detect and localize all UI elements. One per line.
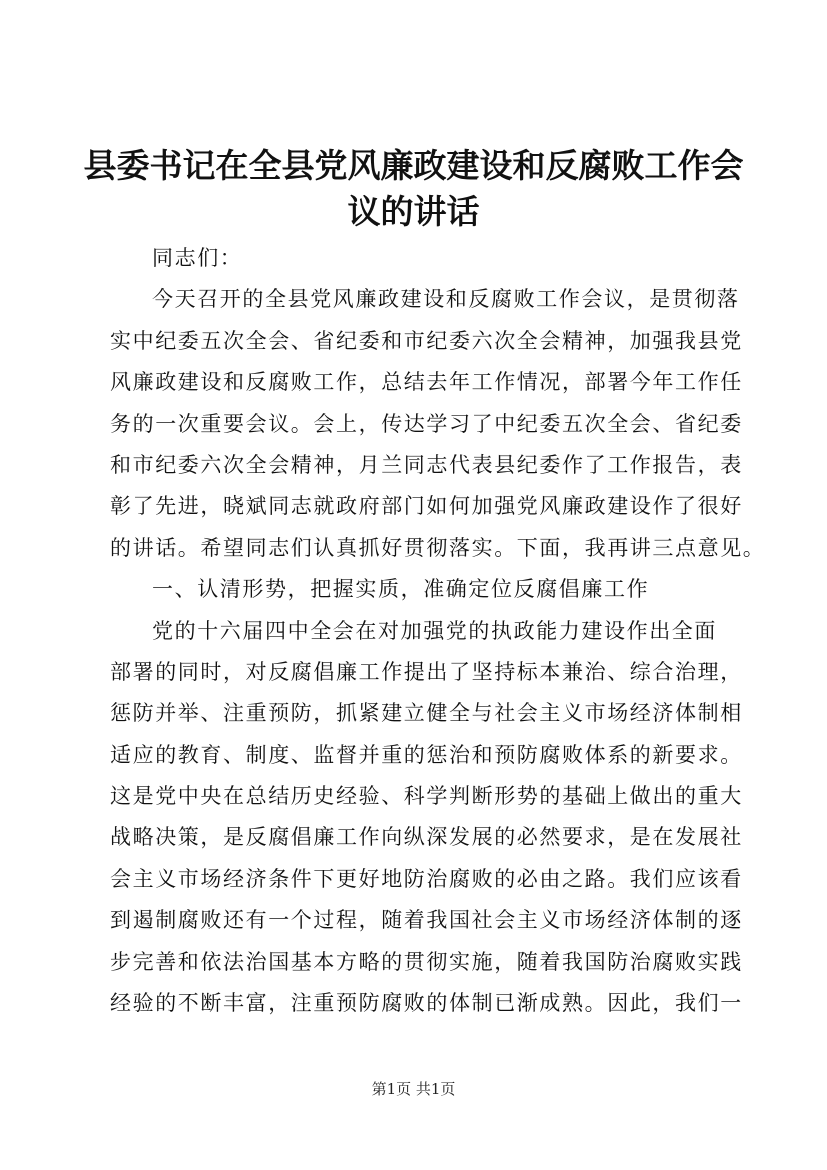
body-line: 风廉政建设和反腐败工作，总结去年工作情况，部署今年工作任 (110, 370, 743, 395)
document-title (60, 143, 767, 235)
body-line: 到遏制腐败还有一个过程，随着我国社会主义市场经济体制的逐 (110, 908, 743, 933)
title-line-2: 议的讲话 (347, 192, 480, 231)
body-line: 步完善和依法治国基本方略的贯彻实施，随着我国防治腐败实践 (110, 949, 743, 974)
body-line: 党的十六届四中全会在对加强党的执政能力建设作出全面 (152, 618, 717, 643)
body-line: 战略决策，是反腐倡廉工作向纵深发展的必然要求，是在发展社 (110, 825, 743, 850)
section-heading: 一、认清形势，把握实质，准确定位反腐倡廉工作 (152, 577, 650, 602)
body-line: 和市纪委六次全会精神，月兰同志代表县纪委作了工作报告，表 (110, 452, 743, 477)
document-body (110, 238, 766, 1024)
body-line: 今天召开的全县党风廉政建设和反腐败工作会议，是贯彻落 (152, 287, 740, 312)
body-line: 这是党中央在总结历史经验、科学判断形势的基础上做出的重大 (110, 784, 743, 809)
body-line: 经验的不断丰富，注重预防腐败的体制已渐成熟。因此，我们一 (110, 991, 743, 1016)
body-line: 实中纪委五次全会、省纪委和市纪委六次全会精神，加强我县党 (110, 328, 743, 353)
body-line: 务的一次重要会议。会上，传达学习了中纪委五次全会、省纪委 (110, 411, 743, 436)
body-line: 彰了先进，晓斌同志就政府部门如何加强党风廉政建设作了很好 (110, 494, 743, 519)
body-line: 惩防并举、注重预防，抓紧建立健全与社会主义市场经济体制相 (110, 701, 743, 726)
title-line-1: 县委书记在全县党风廉政建设和反腐败工作会 (83, 146, 744, 185)
page-footer: 第1页 共1页 (371, 1080, 456, 1098)
body-line: 适应的教育、制度、监督并重的惩治和预防腐败体系的新要求。 (110, 742, 743, 767)
salutation: 同志们： (152, 246, 243, 270)
body-line: 部署的同时，对反腐倡廉工作提出了坚持标本兼治、综合治理， (110, 659, 743, 684)
body-line: 会主义市场经济条件下更好地防治腐败的必由之路。我们应该看 (110, 866, 743, 891)
body-line: 的讲话。希望同志们认真抓好贯彻落实。下面，我再讲三点意见。 (110, 535, 766, 560)
